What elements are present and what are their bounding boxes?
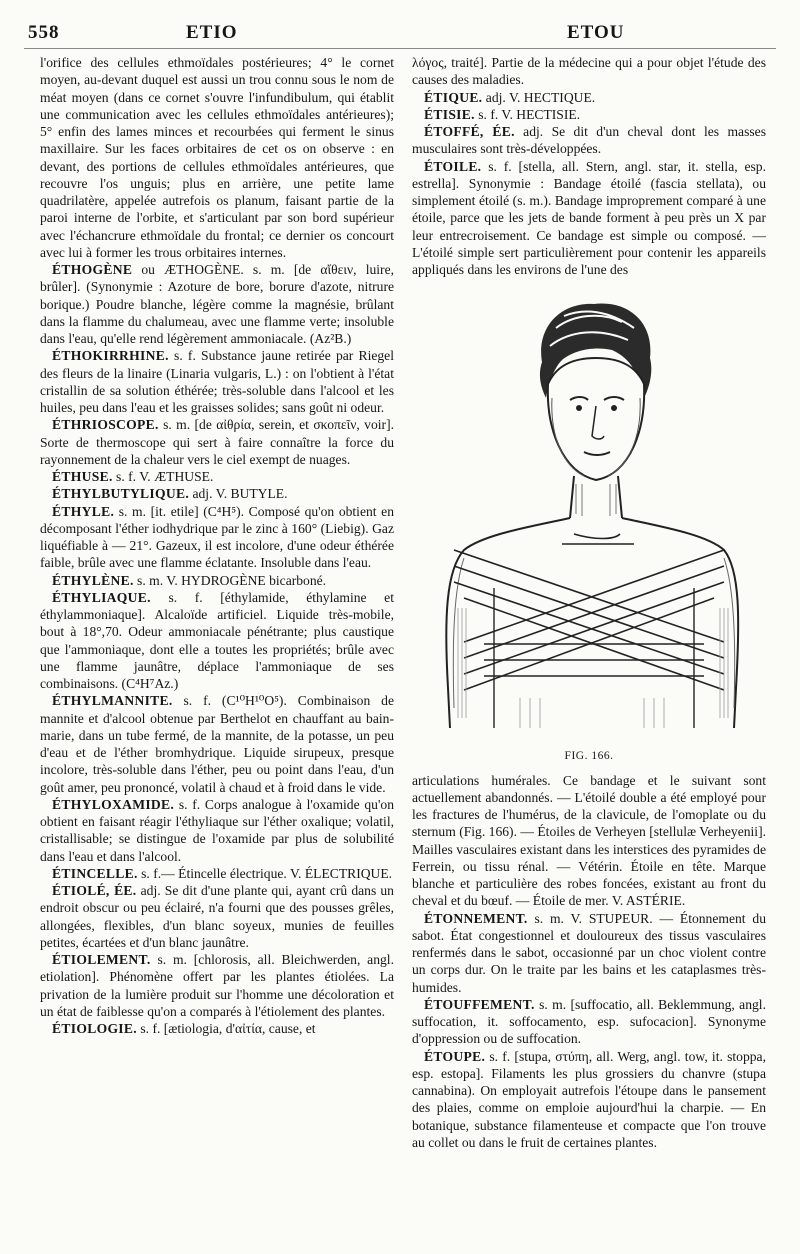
entry-text: s. f. V. HECTISIE. [474,106,581,122]
entry-ethyle [40,503,394,572]
entry-etisie [412,106,766,123]
entry-headword: ÉTONNEMENT. [424,910,528,926]
running-head-right: ETOU [567,22,625,43]
entry-text: adj. Se dit d'une plante qui, ayant crû dans un endroit obscur ou peu éclairé, n'a fourni que des pousses grêles, allongées, flexibles, d'un blanc soyeux, munies de feuilles petites, écartées et d'un blanc jaunâtre. [40,883,394,950]
entry-text: s. f. Substance jaune retirée par Riegel des fleurs de la linaire (Linaria vulgaris, L.) : on l'obtient à l'état cristallin de sa solution éthérée; très-soluble dans l'alcool et les huiles, peu dans l'eau et les graisses solides; sans goût ni odeur. [40,348,394,415]
entry-text: s. f. Corps analogue à l'oxamide qu'on obtient en faisant réagir l'éthyliaque sur l'éther oxalique; volatil, cristallisable; se distingue de l'oxamide par plus de solubilité dans l'eau et dans l'alcool. [40,796,394,864]
left-column [40,54,394,1037]
entry-headword: ÉTHYLOXAMIDE. [52,796,175,812]
entry-etoile [412,158,766,279]
entry-continuation [412,772,766,910]
entry-ethylene [40,572,394,589]
right-column [412,54,766,1151]
entry-text: s. f.— Étincelle électrique. V. ÉLECTRIQUE. [137,865,393,881]
entry-text: adj. V. BUTYLE. [189,486,288,502]
entry-headword: ÉTHUSE. [52,469,113,484]
entry-headword: ÉTHYLE. [52,503,115,519]
entry-text: adj. V. HECTIQUE. [482,89,596,105]
entry-text: s. m. V. STUPEUR. — Étonnement du sabot. État congestionnel et douloureux des tissus vasculaires renfermés dans le sabot, occasionné par un choc violent contre un corps dur. On le traite par les bains et les cataplasmes très-humides. [412,910,766,995]
entry-headword: ÉTHRIOSCOPE. [52,417,159,433]
entry-text: s. f. [stupa, στύπη, all. Werg, angl. tow, it. stoppa, esp. estopa]. Filaments les plus grossiers du chanvre (stupa cannabina). On employait autrefois l'étoupe dans le pansement des plaies, comme on emploie aujourd'hui la charpie. — En botanique, substance filamenteuse et compacte que l'on trouve au collet ou dans le fruit de certaines plantes. [412,1048,766,1150]
entry-headword: ÉTHYLBUTYLIQUE. [52,486,190,502]
entry-headword: ÉTIQUE. [424,89,483,105]
entry-etoffe [412,123,766,158]
entry-ethokirrhine [40,347,394,416]
entry-etouffement [412,996,766,1048]
entry-headword: ÉTOFFÉ, ÉE. [424,124,515,139]
engraving-bust-star-bandage-icon [424,288,754,746]
entry-etiolement [40,951,394,1020]
entry-etique [412,89,766,106]
entry-headword: ÉTHOKIRRHINE. [52,348,169,364]
entry-ethylbutylique [40,485,394,502]
entry-continuation [412,54,766,89]
entry-text: s. m. V. HYDROGÈNE bicarboné. [133,572,327,588]
entry-text: l'orifice des cellules ethmoïdales postérieures; 4° le cornet moyen, au-devant duquel est aussi un trou connu sous le nom de méat moyen (dans ce cornet s'ouvre l'infundibulum, qui établit une communication avec les cellules ethmoïdales antérieures); 5° enfin des lames minces et recourbées qui ferment le sinus maxillaire. Sur les faces orbitaires de cet os on observe : en devant, des portions de cellules ethmoïdales antérieures, que recouvre l'os unguis; plus en arrière, une petite lame quadrilatère, appelée autrefois os planum, faisant partie de la paroi interne de l'orbite, et s'articulant par son bord supérieur avec l'échancrure ethmoïdale du frontal; ce dernier os concourt avec lui à former les trous orbitaires internes. [40,55,394,260]
entry-text: articulations humérales. Ce bandage et le suivant sont actuellement abandonnés. — L'étoilé double a été employé pour les fractures de l'humérus, de la clavicule, de l'omoplate ou du sternum (Fig. 166). — Étoiles de Verheyen [stellulæ Verheyenii]. Mailles vasculaires existant dans les interstices des pyramides de Ferrein, ou tissu rénal. — Vétérin. Étoile en tête. Marque blanche et particulière des robes foncées, existant au front du cheval et du bœuf. — Étoile de mer. V. ASTÉRIE. [412,772,767,909]
entry-etonnement [412,910,766,996]
entry-text: adj. Se dit d'un cheval dont les masses musculaires sont très-développées. [412,124,766,157]
entry-text: s. f. [éthylamide, éthylamine et éthylammoniaque]. Alcaloïde artificiel. Liquide très-mobile, bout à 18°,70. Odeur ammoniacale pénétrante; plus caustique que l'ammoniaque, dont elle a toutes les propriétés; brûle avec une flamme jaunâtre, déplace l'ammoniaque de ses combinaisons. (C⁴H⁷Az.) [40,589,394,691]
figure-caption: FIG. 166. [564,750,614,763]
entry-headword: ÉTISIE. [424,106,475,122]
entry-text: s. f. [ætiologia, d'αἰτία, cause, et [136,1021,316,1036]
entry-headword: ÉTHYLMANNITE. [52,693,173,709]
entry-ethogene [40,261,394,347]
entry-headword: ÉTIOLEMENT. [52,952,151,967]
entry-headword: ÉTHOGÈNE [52,262,133,277]
entry-headword: ÉTIOLÉ, ÉE. [52,883,137,898]
entry-text: s. m. [de αἰθρία, serein, et σκοπεῖν, voir]. Sorte de thermoscope qui sert à faire connaître la force du rayonnement de la chaleur vers le ciel exempt de nuages. [40,417,394,467]
entry-continuation [40,54,394,261]
entry-ethyloxamide [40,796,394,865]
entry-text: ou ÆTHOGÈNE. s. m. [de αἴθειν, luire, brûler]. (Synonymie : Azoture de bore, borure d'azote, nitrure borique.) Poudre blanche, légère comme la magnésie, brûlant dans la flamme du chalumeau, avec une flamme verte; insoluble dans l'eau, qu'elle rend légèrement ammoniacale. (Az²B.) [40,262,394,346]
entry-text: λόγος, traité]. Partie de la médecine qui a pour objet l'étude des causes des maladies. [412,55,766,88]
entry-text: s. f. V. ÆTHUSE. [112,469,214,484]
page-number: 558 [28,22,60,43]
entry-headword: ÉTOILE. [424,158,482,174]
entry-text: s. f. [stella, all. Stern, angl. star, it. stella, esp. estrella]. Synonymie : Bandage étoilé (fascia stellata), ou simplement étoilé (s. m.). Bandage improprement comparé à une étoile, parce que les jets de bande forment à peu près un X par leur entrecroisement. Ce bandage est simple ou composé. — L'étoilé simple sert particulièrement pour contenir les appareils appliqués dans les environs de l'une des [412,158,766,277]
entry-text: s. m. [it. etile] (C⁴H⁵). Composé qu'on obtient en décomposant l'éther iodhydrique par le zinc à 160° (Liebig). Gaz liquéfiable à — 21°. Gazeux, il est incolore, d'une odeur éthérée faible, brûle avec une flamme éclatante. Insoluble dans l'eau. [40,503,394,571]
entry-ethyliaque [40,589,394,693]
entry-headword: ÉTOUPE. [424,1048,486,1064]
entry-headword: ÉTIOLOGIE. [52,1021,137,1036]
header-rule [24,48,776,49]
entry-text: s. m. [suffocatio, all. Beklemmung, angl. suffocation, it. soffocamento, esp. sufocacion]. Synonyme d'oppression ou de suffocation. [412,996,766,1047]
entry-etincelle [40,865,394,882]
entry-text: s. f. (C¹⁰H¹⁰O⁵). Combinaison de mannite et d'alcool obtenue par Berthelot en chauffant au bain-marie, dans un tube fermé, de la mannite, de la potasse, un peu d'eau et de l'éther bromhydrique. Liquide sirupeux, presque incolore, très-soluble dans l'éther, peu ou point dans l'eau, d'un goût amer, peu prononcé, volatil à chaud et à froid dans le vide. [40,693,394,795]
entry-headword: ÉTINCELLE. [52,865,138,881]
entry-headword: ÉTOUFFEMENT. [424,996,535,1012]
running-head-left: ETIO [186,22,238,43]
entry-text: s. m. [chlorosis, all. Bleichwerden, angl. etiolation]. Phénomène offert par les plantes étiolées. La privation de la lumière produit sur l'homme une décoloration et un état de faiblesse qu'on a comparés à l'étiolement des plantes. [40,952,394,1019]
entry-headword: ÉTHYLIAQUE. [52,589,151,605]
entry-etiologie [40,1020,394,1037]
entry-etiole [40,882,394,951]
entry-headword: ÉTHYLÈNE. [52,572,134,588]
entry-ethylmannite [40,692,394,796]
entry-etoupe [412,1048,766,1152]
entry-ethrioscope [40,416,394,468]
figure-166 [412,288,766,765]
entry-ethuse [40,468,394,485]
